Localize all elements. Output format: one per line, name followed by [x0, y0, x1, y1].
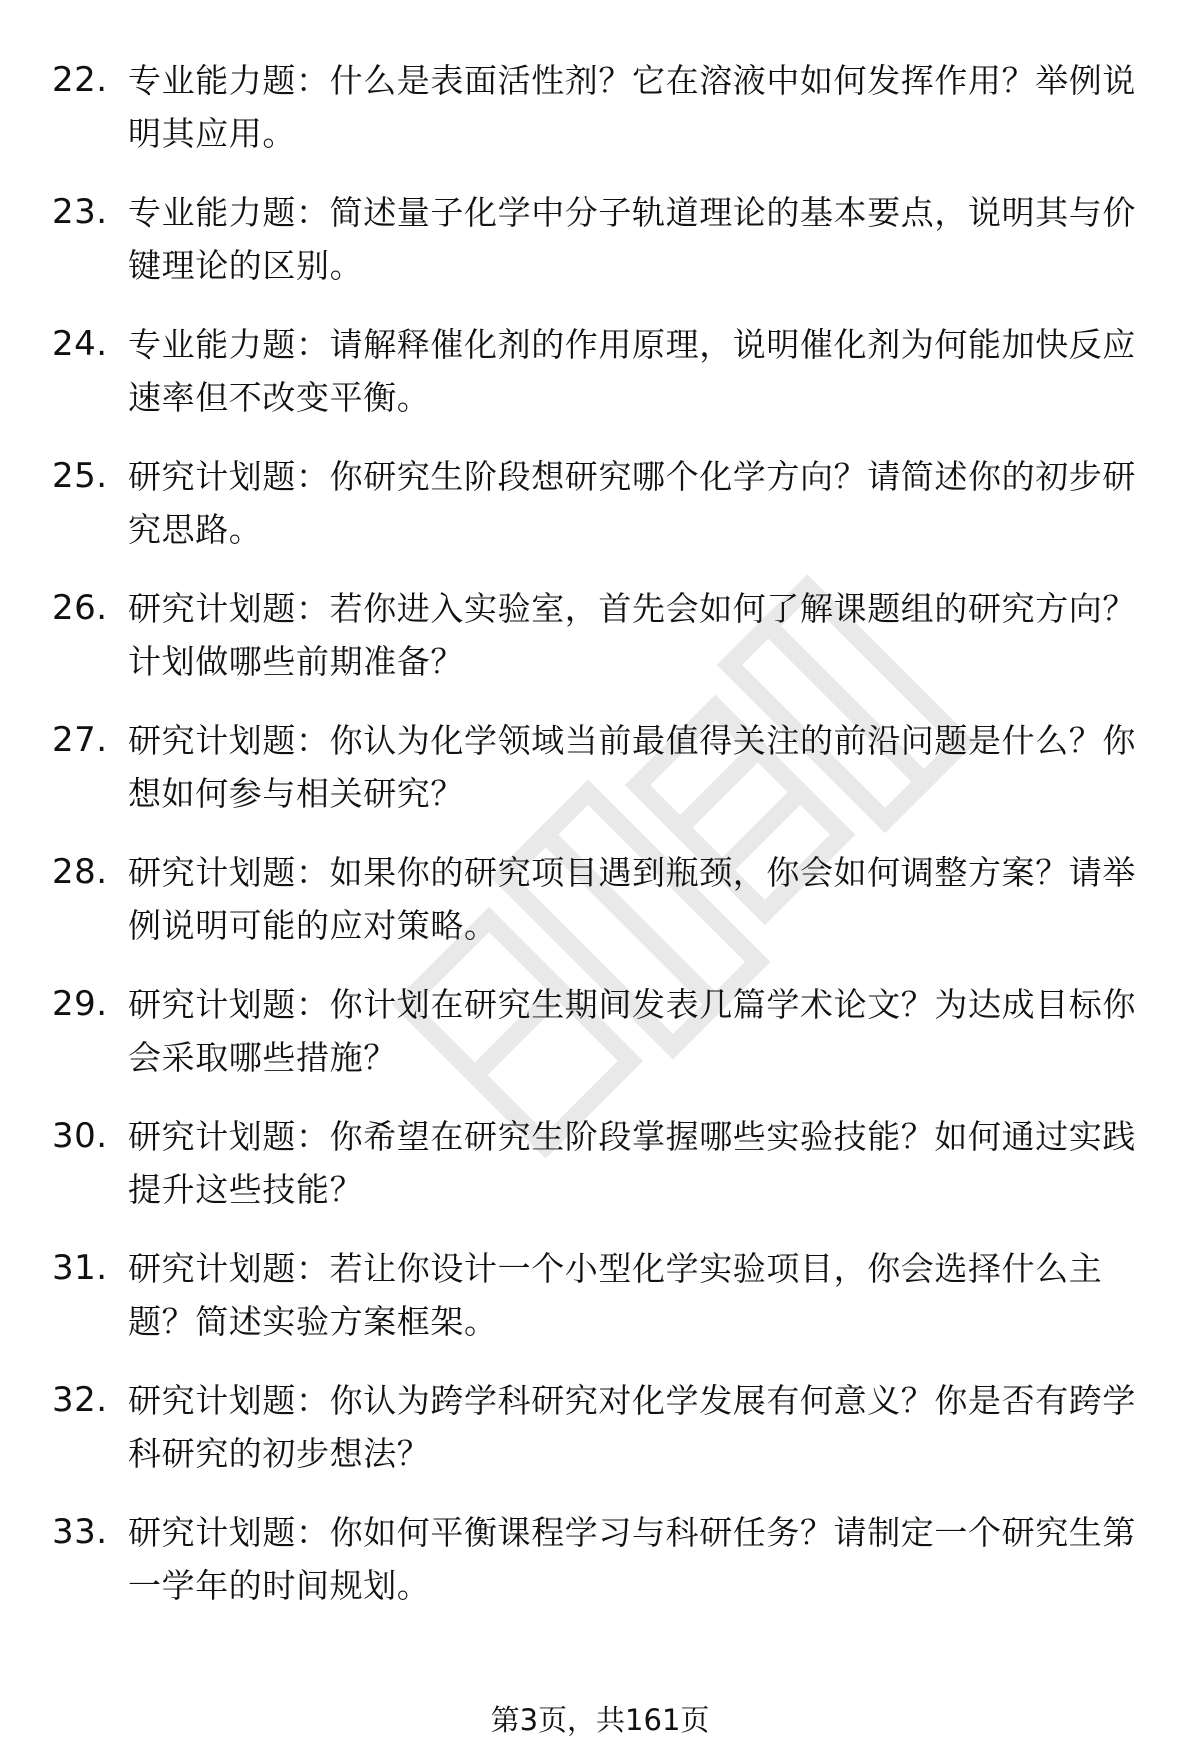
question-item	[52, 978, 1142, 1110]
question-number: 25.	[52, 456, 108, 496]
question-text: 研究计划题：你如何平衡课程学习与科研任务？请制定一个研究生第一学年的时间规划。	[128, 1513, 1136, 1605]
question-item	[52, 1110, 1142, 1242]
question-number: 31.	[52, 1248, 108, 1288]
question-text: 研究计划题：若让你设计一个小型化学实验项目，你会选择什么主题？简述实验方案框架。	[128, 1249, 1103, 1341]
question-number: 33.	[52, 1512, 108, 1552]
question-item	[52, 846, 1142, 978]
question-text: 研究计划题：你认为跨学科研究对化学发展有何意义？你是否有跨学科研究的初步想法？	[128, 1381, 1136, 1473]
question-text: 研究计划题：你研究生阶段想研究哪个化学方向？请简述你的初步研究思路。	[128, 457, 1136, 549]
question-number: 26.	[52, 588, 108, 628]
question-text: 研究计划题：如果你的研究项目遇到瓶颈，你会如何调整方案？请举例说明可能的应对策略。	[128, 853, 1136, 945]
question-item	[52, 714, 1142, 846]
question-list	[52, 54, 1142, 1638]
question-item	[52, 1506, 1142, 1638]
question-item	[52, 1242, 1142, 1374]
question-text: 研究计划题：你希望在研究生阶段掌握哪些实验技能？如何通过实践提升这些技能？	[128, 1117, 1136, 1209]
question-text: 研究计划题：你认为化学领域当前最值得关注的前沿问题是什么？你想如何参与相关研究？	[128, 721, 1136, 813]
question-text: 专业能力题：简述量子化学中分子轨道理论的基本要点，说明其与价键理论的区别。	[128, 193, 1136, 285]
question-item	[52, 186, 1142, 318]
question-number: 23.	[52, 192, 108, 232]
question-item	[52, 318, 1142, 450]
question-item	[52, 1374, 1142, 1506]
question-text: 专业能力题：什么是表面活性剂？它在溶液中如何发挥作用？举例说明其应用。	[128, 61, 1136, 153]
question-number: 32.	[52, 1380, 108, 1420]
question-text: 研究计划题：若你进入实验室，首先会如何了解课题组的研究方向？计划做哪些前期准备？	[128, 589, 1136, 681]
page-indicator: 第3页，共161页	[490, 1703, 710, 1737]
question-number: 29.	[52, 984, 108, 1024]
question-item	[52, 54, 1142, 186]
question-item	[52, 450, 1142, 582]
question-number: 28.	[52, 852, 108, 892]
question-number: 22.	[52, 60, 108, 100]
question-number: 27.	[52, 720, 108, 760]
question-text: 专业能力题：请解释催化剂的作用原理，说明催化剂为何能加快反应速率但不改变平衡。	[128, 325, 1136, 417]
question-number: 30.	[52, 1116, 108, 1156]
question-number: 24.	[52, 324, 108, 364]
question-text: 研究计划题：你计划在研究生期间发表几篇学术论文？为达成目标你会采取哪些措施？	[128, 985, 1136, 1077]
question-item	[52, 582, 1142, 714]
